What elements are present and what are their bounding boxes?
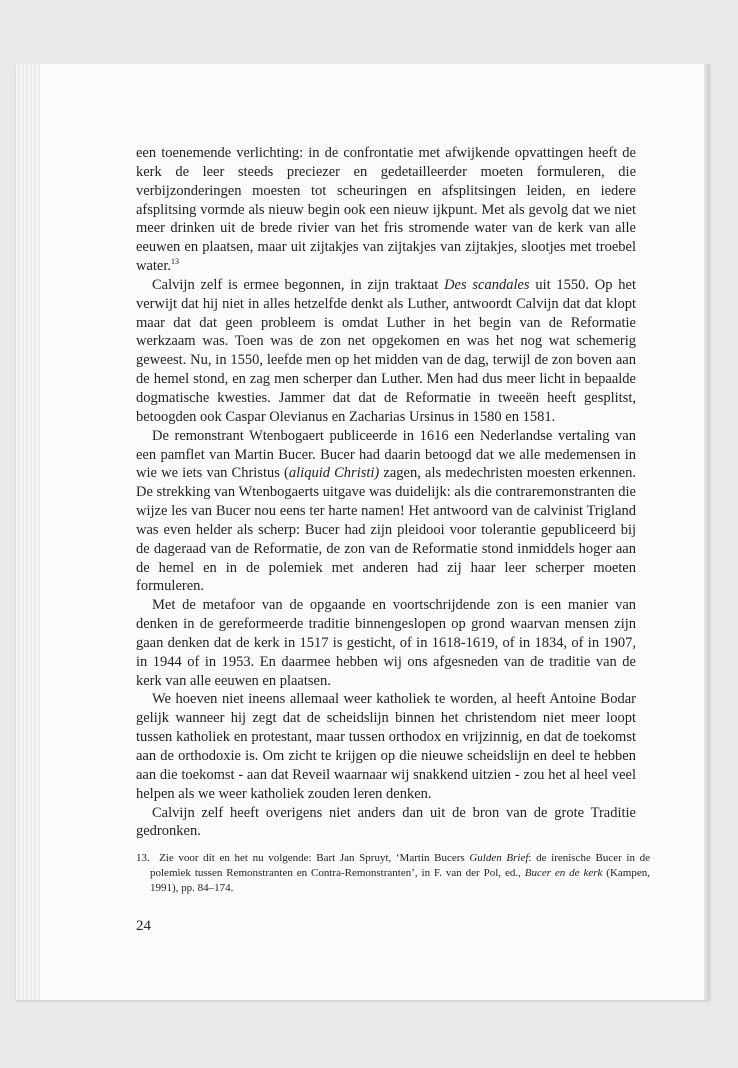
footnote-italic: Bucer en de kerk [524,867,603,879]
paragraph-text: Calvijn zelf heeft overigens niet anders dan uit de bron van de grote Traditie gedronken. [136,804,636,840]
paragraph [136,804,636,842]
paragraph [136,596,636,690]
body-text [136,144,636,841]
footnote [136,851,650,896]
book-page [16,64,710,1000]
paragraph-text: De remonstrant Wtenbogaert publiceerde in 1616 een Nederlandse vertaling van een pamflet van Martin Bucer. Bucer had daarin betoogd dat we alle medemensen in wie we iets van Christus ( [136,427,636,482]
footnote-ref: 13 [171,257,180,267]
paragraph-text: Calvijn zelf is ermee begonnen, in zijn traktaat [152,276,445,293]
page-stack-edge [16,64,40,1000]
page-number: 24 [136,918,151,934]
paragraph-text: We hoeven niet ineens allemaal weer katholiek te worden, al heeft Antoine Bodar gelijk wanneer hij zegt dat de scheidslijn binnen het christendom niet meer loopt tussen katholiek en protestant, maar tussen orthodox en vrijzinnig, en dat de toekomst aan de orthodoxie is. Om zicht te krijgen op die nieuwe scheidslijn en deel te hebben aan die toekomst - aan dat Reveil waarnaar wij snakkend uitzien - zou het al heel veel helpen als we weer katholiek zouden leren denken. [136,691,636,802]
paragraph [136,690,636,803]
paragraph [136,144,636,276]
paragraph-text: zagen, als medechristen moesten erkennen. De strekking van Wtenbogaerts uitgave was duidelijk: als die contraremonstranten die wijze les van Bucer nou eens ter harte namen! Het antwoord van de calvinist Trigland was even helder als scherp: Bucer had zijn pleidooi voor tolerantie gepubliceerd bij de dageraad van de Reformatie, de zon van de Reformatie stond inmiddels hoger aan de hemel en in de polemiek met anderen had zij haar leer scherper moeten formuleren. [136,465,636,595]
footnote-number: 13. [136,852,150,864]
paragraph-text: Met de metafoor van de opgaande en voortschrijdende zon is een manier van denken in de gereformeerde traditie binnengeslopen op grond waarvan mensen zijn gaan denken dat de kerk in 1517 is gesticht, of in 1618-1619, of in 1834, of in 1907, in 1944 of in 1953. En daarmee hebben wij ons afgesneden van de traditie van de kerk van alle eeuwen en plaatsen. [136,597,636,689]
italic-phrase: aliquid Christi) [288,465,380,482]
paragraph [136,276,636,427]
footnote-text: (Kampen, 1991), pp. 84–174. [150,867,650,894]
footnote-text: Zie voor dit en het nu volgende: Bart Jan Spruyt, ‘Martin Bucers [159,852,470,864]
footnote-text: : de irenische Bucer in de polemiek tussen Remonstranten en Contra-Remonstranten’, in F. van der Pol, ed., [150,852,650,879]
paragraph [136,427,636,597]
paragraph-text: uit 1550. Op het verwijt dat hij niet in alles hetzelfde denkt als Luther, antwoordt Calvijn dat dat klopt maar dat dat geen probleem is omdat Luther in het begin van de Reformatie werkzaam was. Toen was de zon net opgekomen en was het nog wat schemerig geweest. Nu, in 1550, leefde men op het midden van de dag, terwijl de zon boven aan de hemel stond, en zag men scherper dan Luther. Men had dus meer licht in bepaalde dogmatische kwesties. Jammer dat dat de Reformatie in tweeën heeft gesplitst, betoogden ook Caspar Olevianus en Zacharias Ursinus in 1580 en 1581. [136,276,636,425]
italic-title: Des scandales [444,276,530,293]
page-gutter-shadow [704,64,710,1000]
footnote-italic: Gulden Brief [469,852,529,864]
paragraph-text: een toenemende verlichting: in de confrontatie met afwijkende opvattingen heeft de kerk de leer steeds preciezer en gedetailleerder moeten formuleren, die verbijzonderingen moesten tot scheuringen en afsplitsingen leiden, en iedere afsplitsing vormde als nieuw begin ook een nieuw ijkpunt. Met als gevolg dat we niet meer drinken uit de brede rivier van het fris stromende water van de kerk van alle eeuwen en plaatsen, maar uit zijtakjes van zijtakjes van zijtakjes, slootjes met troebel water. [136,145,636,275]
